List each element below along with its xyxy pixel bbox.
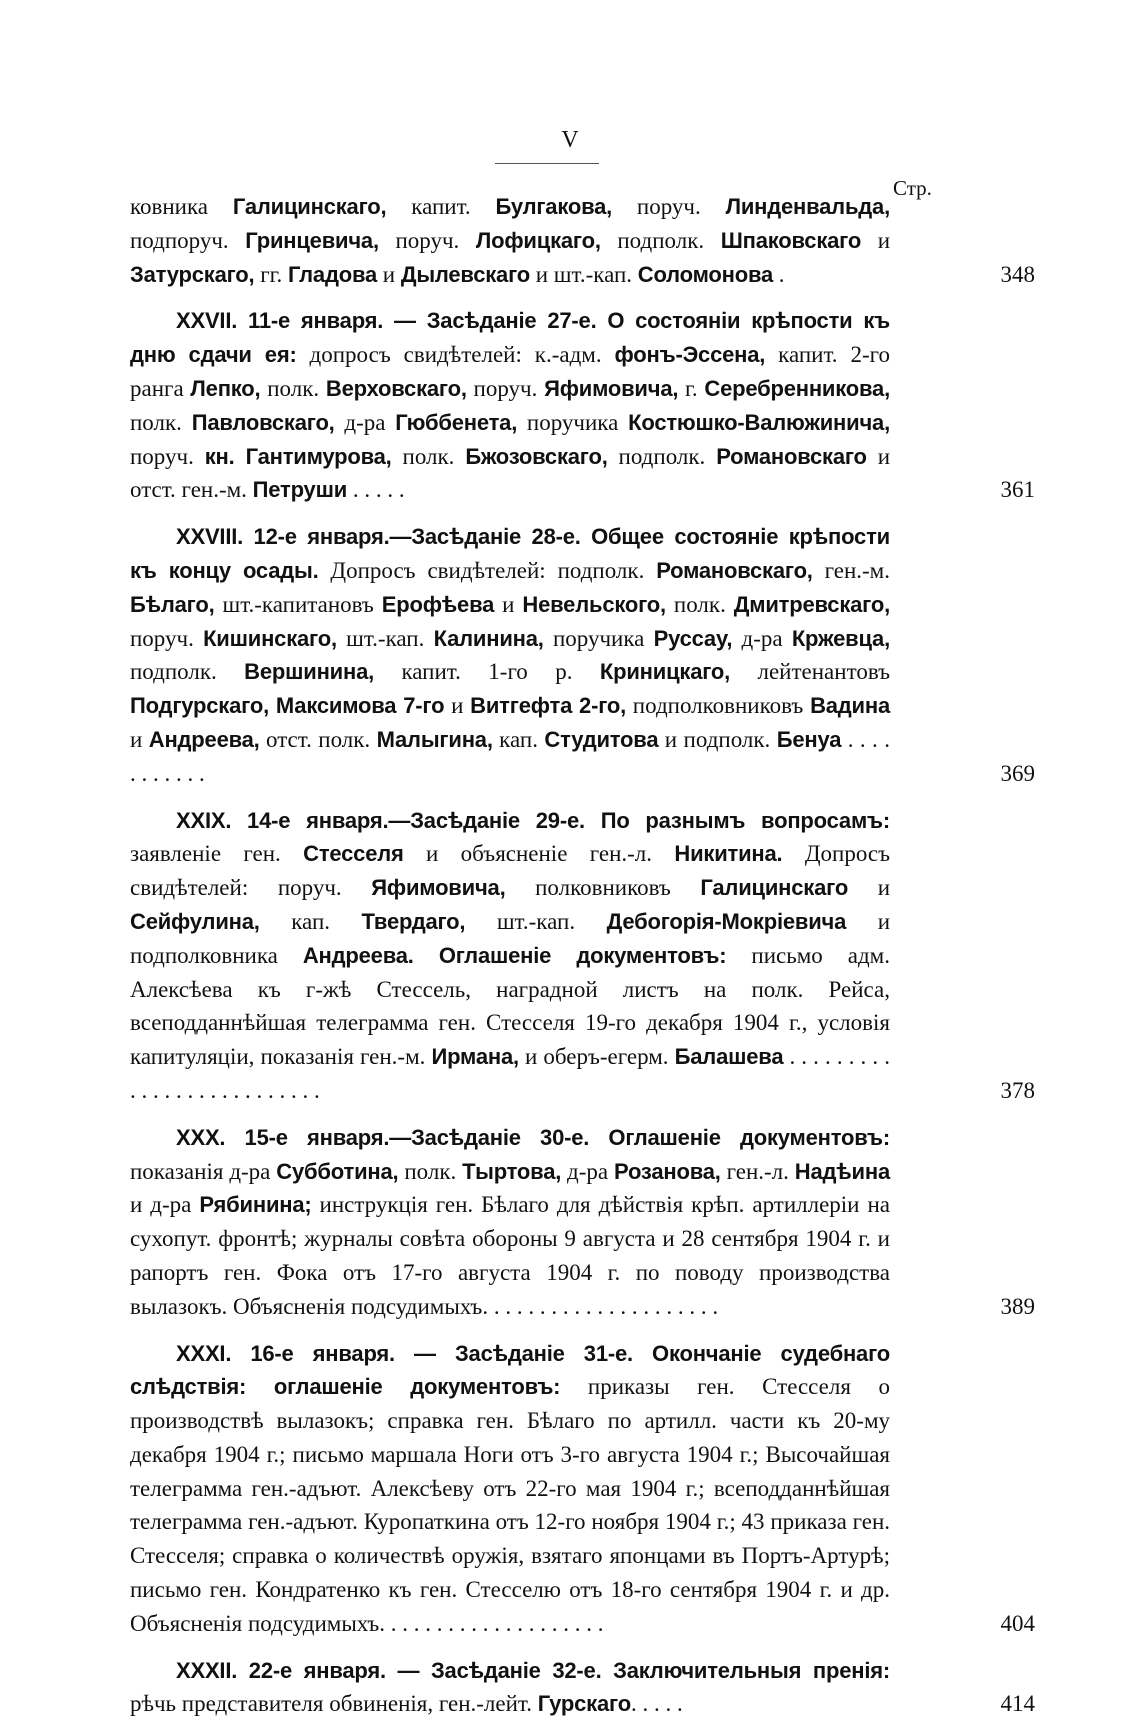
bold-text: Романовскаго [716,443,867,469]
text-run: кап. [259,908,362,934]
bold-text: Костюшко-Валюжинича, [628,409,890,435]
bold-text: Гладова [287,261,378,287]
text-run: кап. [492,726,545,752]
bold-text: Розанова, [614,1158,721,1184]
text-run: подполк. [600,227,721,253]
bold-text: Вадина [810,693,890,719]
bold-text: Бжозовскаго, [465,443,608,469]
text-run: лейтенантовъ [730,659,890,685]
toc-page-number: 369 [1000,760,1035,786]
text-run: рѣчь представителя обвиненія, ген.-лейт. [130,1691,538,1717]
text-run: поруч. [612,194,726,219]
text-run: показанія д-ра [130,1158,277,1184]
bold-text: XXIX. 14-е января.—Засѣданіе 29-е. По разнымъ вопросамъ: [176,807,890,833]
text-run: и [848,875,890,901]
text-run: поруч. [378,227,476,253]
bold-text: XXX. 15-е января.—Засѣданіе 30-е. Оглашеніе документовъ: [176,1124,890,1150]
text-run: и отст. ген.-м. [130,443,891,503]
bold-text: Малыгина, [376,726,493,752]
toc-entry-text [130,804,890,1108]
bold-text: Ерофѣева [381,591,495,617]
text-run: и объясненіе ген.-л. [403,841,675,867]
bold-text: Яфимовича, [544,375,679,401]
page-column-label: Стр. [893,176,932,200]
bold-text: Лофицкаго, [475,227,601,253]
bold-text: XXXI. 16-е января. — Засѣданіе 31-е. Окончаніе судебнаго слѣдствія: оглашеніе документовъ: [130,1340,890,1400]
bold-text: Твердаго, [361,908,466,934]
toc-entry-text [130,1654,890,1722]
bold-text: Ирмана, [431,1044,519,1070]
text-run: и подполк. [658,726,777,752]
toc-entry-text [130,1337,890,1641]
bold-text: Павловскаго, [191,409,335,435]
text-run: заявленіе ген. [130,841,304,867]
bold-text: Петруши [252,477,348,503]
bold-text: Рябинина; [199,1192,312,1218]
toc-page-number: 389 [1000,1293,1035,1319]
toc-entry [130,304,1035,507]
text-run: подполковниковъ [626,693,811,719]
bold-text: Гурскаго [537,1691,631,1717]
toc-entry-text [130,190,890,291]
text-run: шт.-кап. [336,625,434,651]
text-run: . . . . . [347,477,405,503]
bold-text: Шпаковскаго [720,227,862,253]
text-run: и [444,693,471,719]
text-run: полк. [398,1158,463,1184]
text-run: и [377,261,401,287]
text-run: д-ра [732,625,792,651]
text-run: полк. [260,375,326,401]
text-run: поруч. [466,375,545,401]
text-run: шт.-капитановъ [214,591,382,617]
bold-text: Андреева. Оглашеніе документовъ: [302,942,727,968]
text-run: Допросъ свидѣтелей: подполк. [318,557,657,583]
bold-text: Дмитревскаго, [733,591,890,617]
bold-text: Никитина. [674,841,783,867]
toc-entry-text [130,520,890,790]
toc-entry [130,520,1035,790]
text-run: и оберъ-егерм. [518,1044,675,1070]
toc-entry [130,1337,1035,1641]
toc-entry [130,190,1035,291]
bold-text: Андреева, [148,726,260,752]
toc-entry-text [130,1121,890,1324]
text-run: ковника [130,194,233,219]
text-run: полк. [665,591,734,617]
text-run: поруч. [130,625,204,651]
bold-text: Невельского, [522,591,666,617]
bold-text: Гюббенета, [395,409,518,435]
page-number: V [561,127,579,153]
toc-page-number: 361 [1000,477,1035,503]
text-run: . . . . . . . . . . . . . . . . . . . . . . . . . . [130,1044,890,1103]
bold-text: Вершинина, [244,659,375,685]
text-run: отст. полк. [259,726,377,752]
bold-text: Кишинскаго, [203,625,337,651]
text-run: д-ра [561,1158,615,1184]
text-run: полк. [391,443,466,469]
text-run: поручика [543,625,654,651]
text-run: гг. [254,261,288,287]
header-rule [495,163,599,164]
text-run: полк. [130,409,192,435]
bold-text: Подгурскаго, Максимова 7-го [130,693,445,719]
bold-text: Балашева [674,1044,784,1070]
bold-text: фонъ-Эссена, [614,342,766,368]
text-run: инструкція ген. Бѣлаго для дѣйствія крѣп. артиллеріи на сухопут. фронтѣ; журналы совѣта обороны 9 августа и 28 сентября 1904 г. и рапортъ ген. Фока отъ 17-го августа 1904 г. по поводу производства вылазокъ. Объясненія подсудимыхъ. . . . . . . . . . . . . . . . . . . . . [130,1192,890,1319]
text-run: подпоруч. [130,227,246,253]
bold-text: Калинина, [433,625,544,651]
text-run: . . . . . . . . . . . [130,726,890,786]
bold-text: Гринцевича, [245,227,379,253]
text-run: подполк. [607,443,717,469]
text-run: . [773,261,785,287]
bold-text: Стесселя [303,841,404,867]
bold-text: XXXII. 22-е января. — Засѣданіе 32-е. Заключительныя пренія: [176,1657,890,1683]
bold-text: Дебогорія-Мокріевича [606,908,847,934]
bold-text: Романовскаго, [656,557,813,583]
text-run: допросъ свидѣтелей: к.-адм. [296,342,615,368]
text-run: и [130,726,149,752]
bold-text: XXVII. 11-е января. — Засѣданіе 27-е. О состояніи крѣпости къ дню сдачи ея: [130,308,890,368]
bold-text: Субботина, [276,1158,399,1184]
toc-page-number: 378 [1000,1077,1035,1103]
bold-text: Надѣина [794,1158,890,1184]
bold-text: Руссау, [653,625,733,651]
bold-text: Яфимовича, [371,875,506,901]
text-run: и шт.-кап. [530,261,638,287]
bold-text: Затурскаго, [130,261,255,287]
text-run: капит. 1-го р. [374,659,600,685]
bold-text: Кржевца, [791,625,890,651]
bold-text: Галицинскаго, [232,194,387,219]
text-run: ген.-м. [812,557,890,583]
toc-entry-text [130,304,890,507]
text-run: капит. 2-го ранга [130,342,890,401]
text-run: капит. [386,194,496,219]
bold-text: Соломонова [637,261,774,287]
bold-text: Булгакова, [495,194,613,219]
text-run: письмо адм. Алексѣева къ г-жѣ Стессель, наградной листъ на полк. Рейса, всеподданнѣйшая телеграмма ген. Стесселя 19-го декабря 1904 г., условія капитуляціи, показанія ген.-м. [130,942,890,1070]
text-run: и д-ра [130,1192,200,1218]
bold-text: Бѣлаго, [130,591,215,617]
toc-page-number: 404 [1000,1610,1035,1636]
bold-text: Витгефта 2-го, [470,693,627,719]
bold-text: Дылевскаго [400,261,530,287]
text-run: ген.-л. [720,1158,795,1184]
table-of-contents [130,190,1035,1734]
bold-text: XXVIII. 12-е января.—Засѣданіе 28-е. Общее состояніе крѣпости къ концу осады. [130,524,890,583]
text-run: г. [678,375,705,401]
bold-text: Серебренникова, [704,375,890,401]
text-run: шт.-кап. [465,908,607,934]
bold-text: Лепко, [190,375,261,401]
text-run: . . . . . [630,1691,683,1717]
bold-text: Студитова [544,726,659,752]
bold-text: Галицинскаго [700,875,849,901]
text-run: Допросъ свидѣтелей: поруч. [130,841,891,901]
toc-entry [130,1654,1035,1722]
toc-page-number: 414 [1000,1691,1035,1717]
toc-entry [130,804,1035,1108]
text-run: и подполковника [130,908,890,968]
text-run: подполк. [130,659,245,685]
bold-text: кн. Гантимурова, [204,443,392,469]
bold-text: Линденвальда, [725,194,890,219]
toc-entry [130,1121,1035,1324]
text-run: поруч. [130,443,205,469]
text-run: д-ра [334,409,396,435]
text-run: и [494,591,523,617]
text-run: поручика [517,409,629,435]
toc-page-number: 348 [1000,261,1035,287]
bold-text: Верховскаго, [325,375,467,401]
text-run: и [861,227,890,253]
bold-text: Тыртова, [462,1158,562,1184]
bold-text: Сейфулина, [130,908,260,934]
text-run: полковниковъ [505,875,701,901]
bold-text: Криницкаго, [599,659,731,685]
bold-text: Бенуа [776,726,842,752]
text-run: приказы ген. Стесселя о производствѣ вылазокъ; справка ген. Бѣлаго по артилл. части къ 20-му декабря 1904 г.; письмо маршала Ноги отъ 3-го августа 1904 г.; Высочайшая телеграмма ген.-адъют. Алексѣеву отъ 22-го мая 1904 г.; всеподданнѣйшая телеграмма ген.-адъют. Куропаткина отъ 12-го ноября 1904 г.; 43 приказа ген. Стесселя; справка о количествѣ оружія, взятаго японцами въ Портъ-Артурѣ; письмо ген. Кондратенко къ ген. Стесселю отъ 18-го сентября 1904 г. и др. Объясненія подсудимыхъ. . . . . . . . . . . . . . . . . . . . [130,1374,891,1636]
